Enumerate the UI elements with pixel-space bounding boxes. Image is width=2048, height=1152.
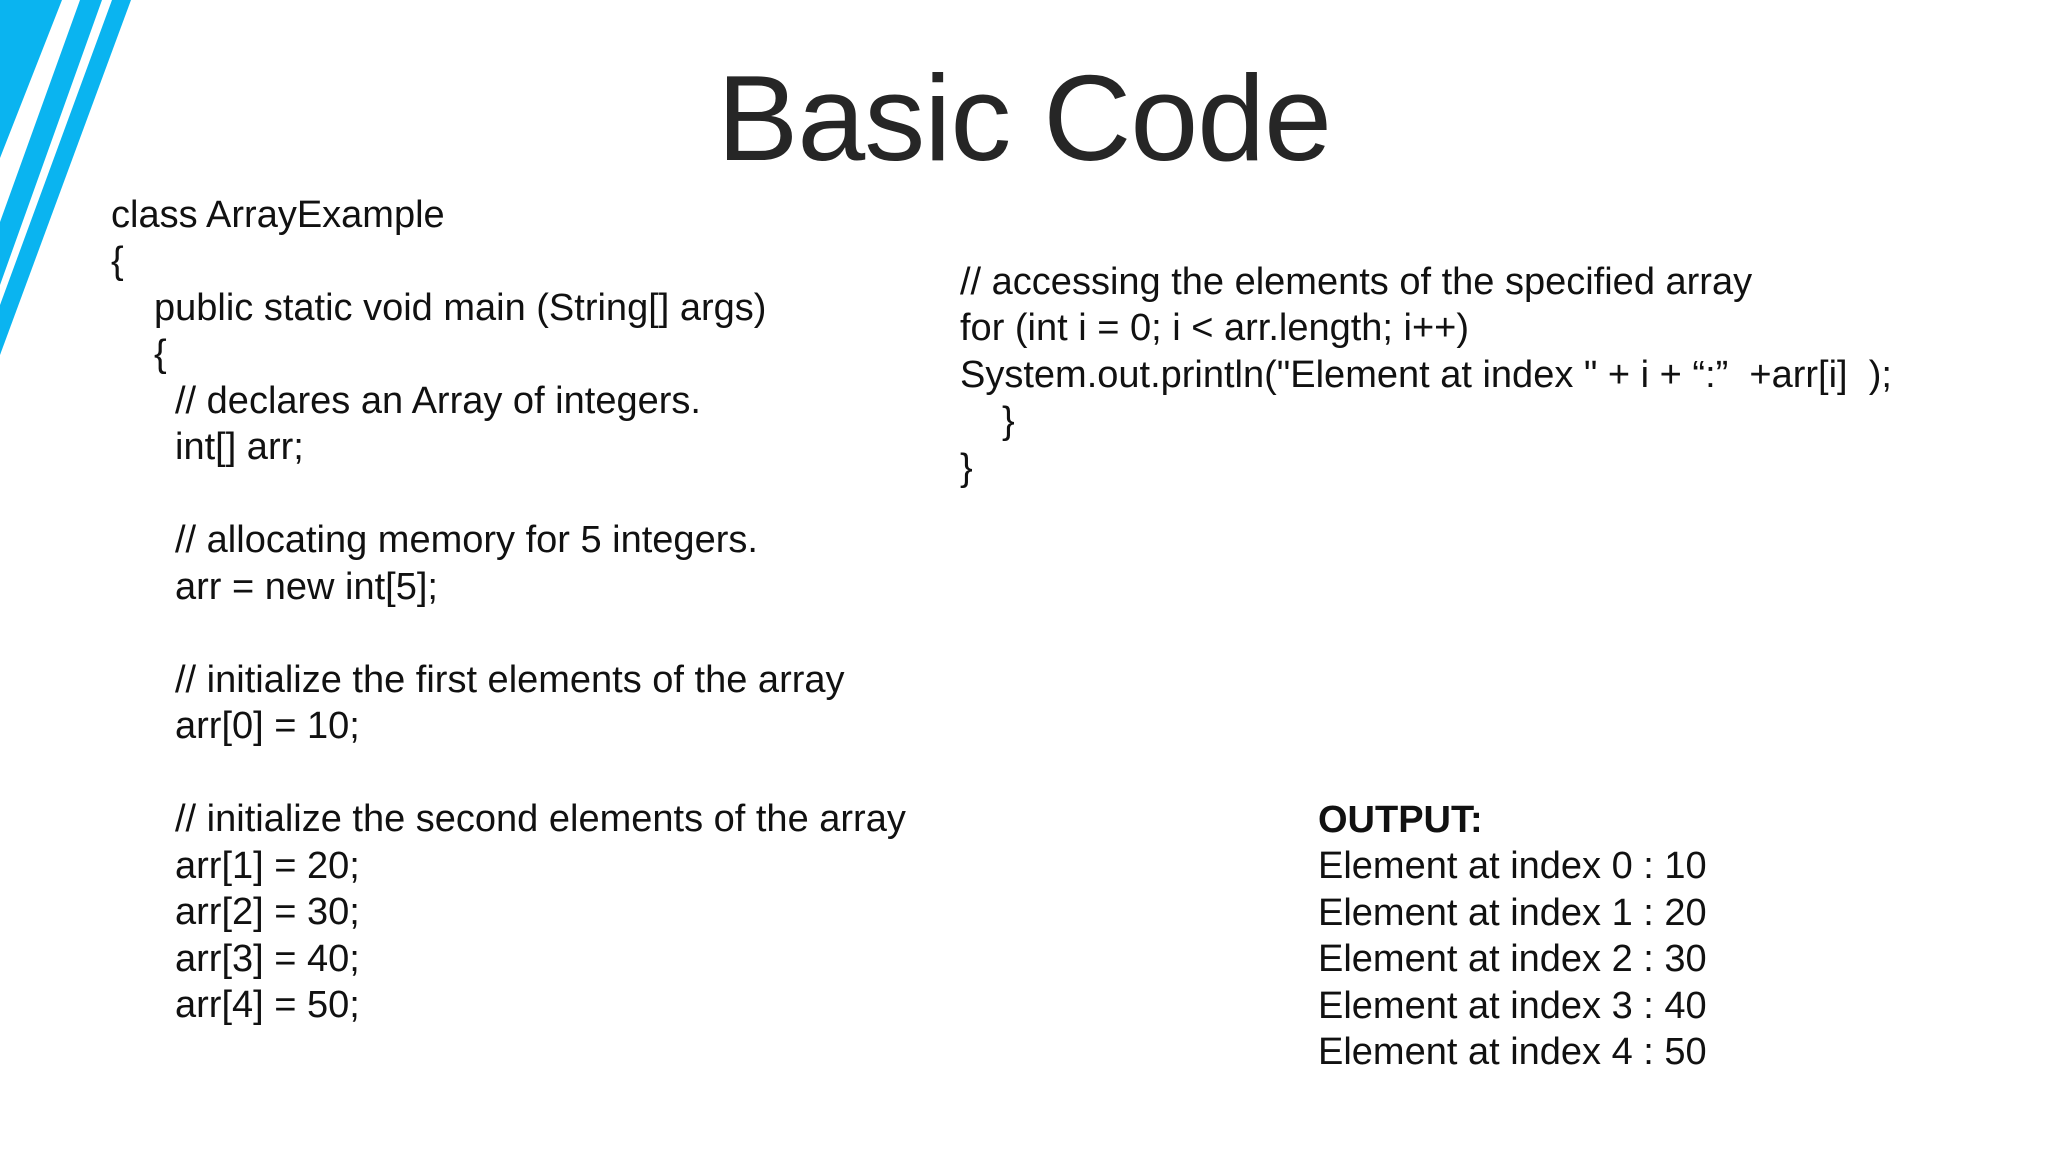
code-comment-declare: // declares an Array of integers. xyxy=(175,380,701,422)
slide-title: Basic Code xyxy=(717,50,1331,186)
code-line-main-open-brace: { xyxy=(154,333,167,375)
code-line-open-brace: { xyxy=(111,240,124,282)
code-comment-init-second: // initialize the second elements of the array xyxy=(175,798,906,840)
code-comment-allocate: // allocating memory for 5 integers. xyxy=(175,519,758,561)
code-line-close-brace-class: } xyxy=(960,447,973,489)
output-line: Element at index 4 : 50 xyxy=(1318,1031,1707,1073)
code-line-main-signature: public static void main (String[] args) xyxy=(154,287,767,329)
output-heading: OUTPUT: xyxy=(1318,799,1483,841)
output-line: Element at index 0 : 10 xyxy=(1318,845,1707,887)
output-line: Element at index 3 : 40 xyxy=(1318,985,1707,1027)
code-line-arr1: arr[1] = 20; xyxy=(175,845,360,887)
code-line-allocate: arr = new int[5]; xyxy=(175,566,438,608)
code-line-arr3: arr[3] = 40; xyxy=(175,938,360,980)
code-line-arr2: arr[2] = 30; xyxy=(175,891,360,933)
code-comment-accessing: // accessing the elements of the specified array xyxy=(960,261,1753,303)
output-line: Element at index 2 : 30 xyxy=(1318,938,1707,980)
code-line-declare-arr: int[] arr; xyxy=(175,426,304,468)
code-line-arr0: arr[0] = 10; xyxy=(175,705,360,747)
code-line-arr4: arr[4] = 50; xyxy=(175,984,360,1026)
output-line: Element at index 1 : 20 xyxy=(1318,892,1707,934)
code-line-println: System.out.println("Element at index " + i + “:” +arr[i] ); xyxy=(960,354,1892,396)
code-line-class: class ArrayExample xyxy=(111,194,445,236)
code-comment-init-first: // initialize the first elements of the array xyxy=(175,659,845,701)
code-line-for-loop: for (int i = 0; i < arr.length; i++) xyxy=(960,307,1470,349)
code-line-close-brace-main: } xyxy=(1002,400,1015,442)
